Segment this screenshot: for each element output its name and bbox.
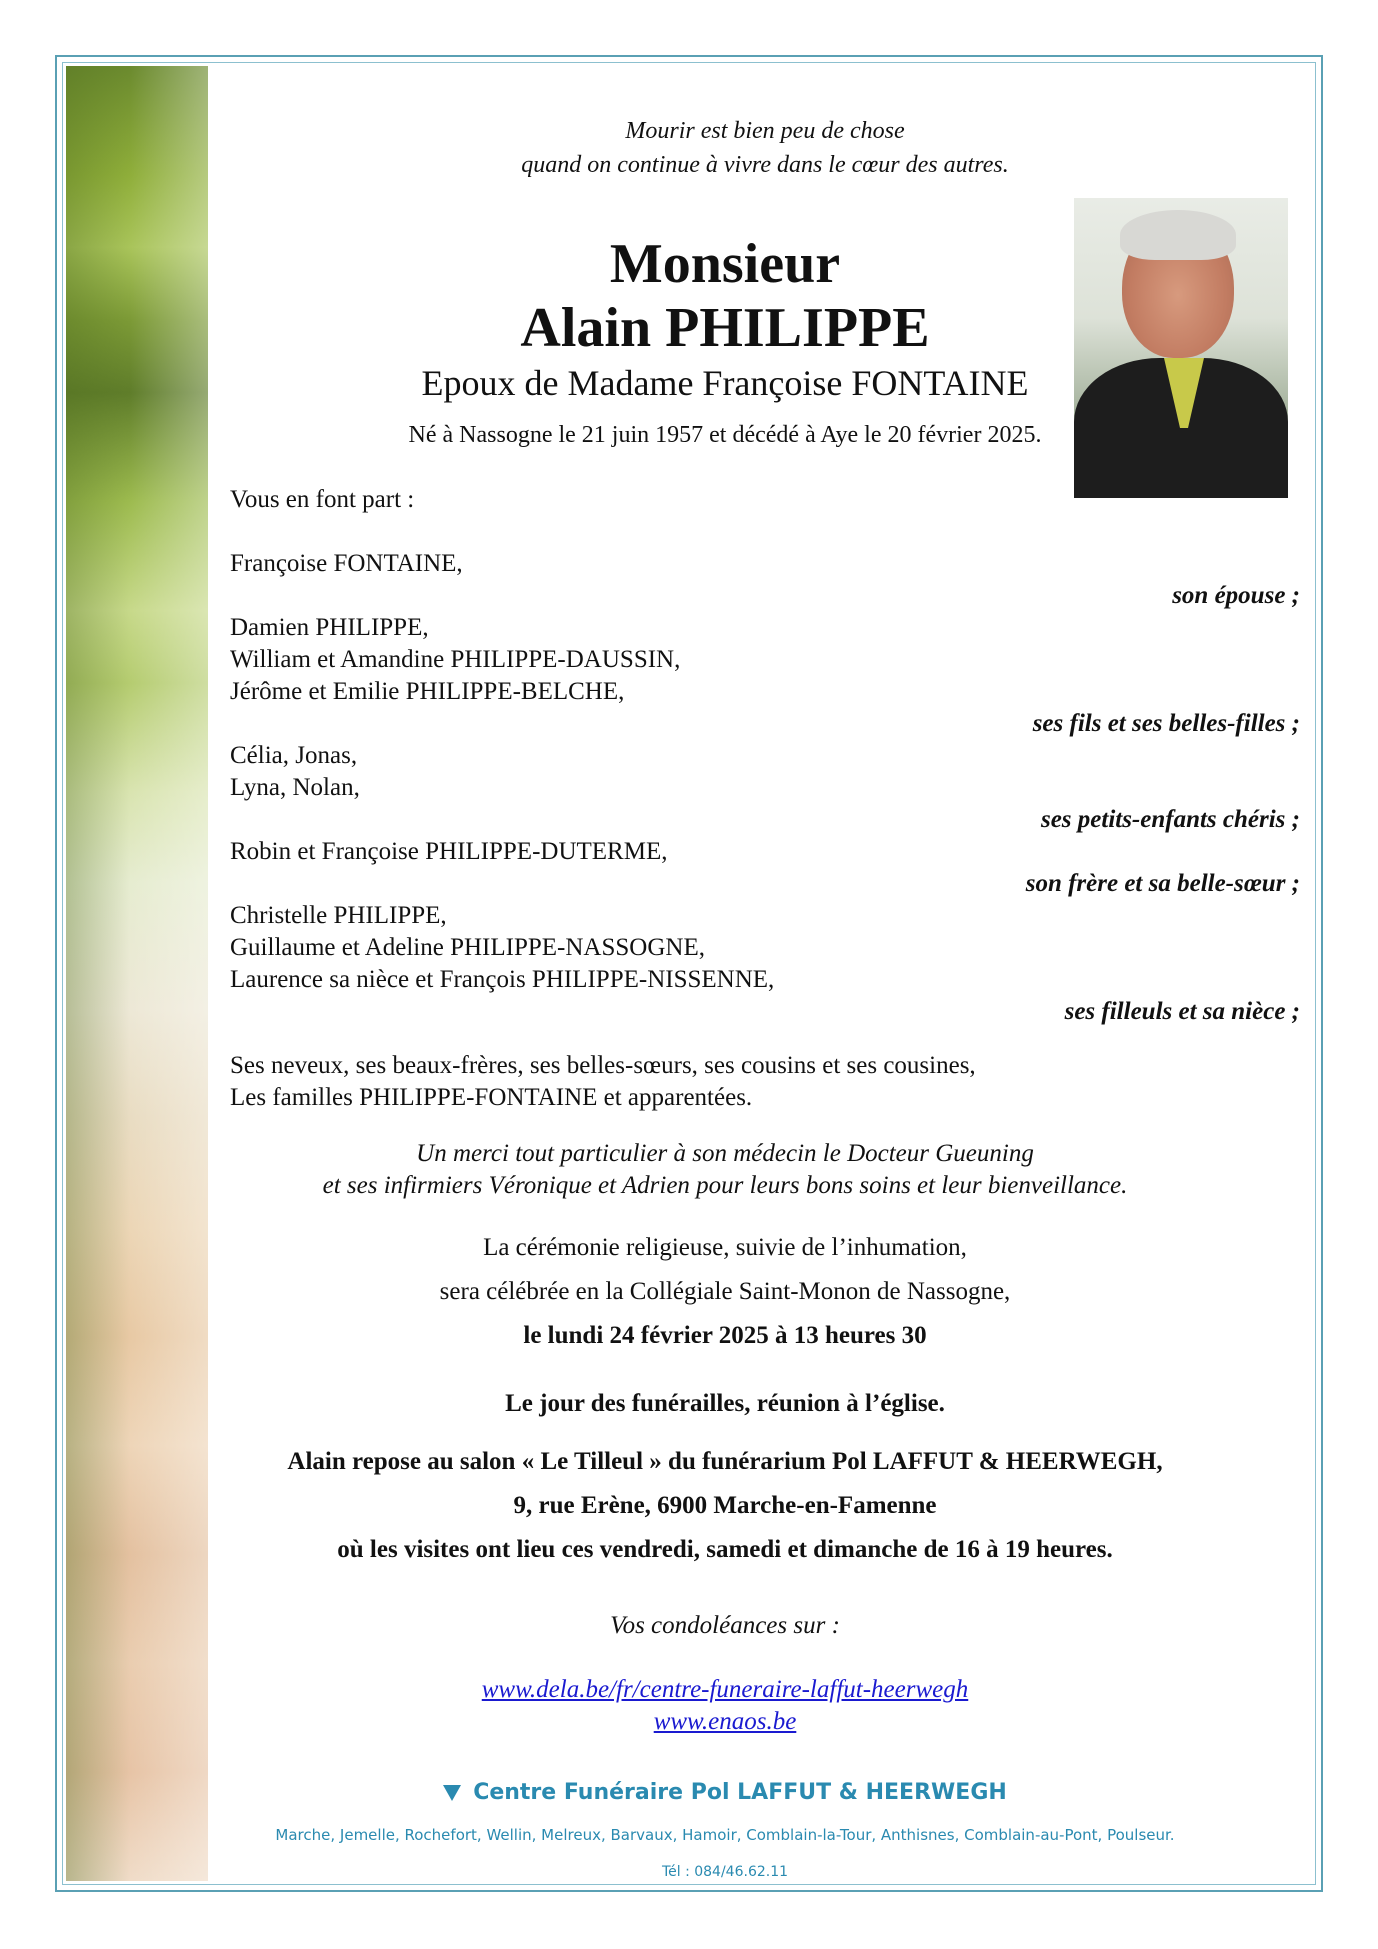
honorific: Monsieur (609, 233, 841, 295)
ceremony-line-2: sera célébrée en la Collégiale Saint-Monon de Nassogne, (439, 1278, 1011, 1305)
epitaph-line-1: Mourir est bien peu de chose (625, 118, 905, 144)
family-name: Lyna, Nolan, (230, 774, 360, 801)
ceremony-line-1: La cérémonie religieuse, suivie de l’inhumation, (483, 1234, 967, 1261)
relation-label: son frère et sa belle-sœur ; (1025, 870, 1300, 897)
family-name: Célia, Jonas, (230, 742, 358, 769)
family-name: Damien PHILIPPE, (230, 614, 429, 641)
family-name: Jérôme et Emilie PHILIPPE-BELCHE, (230, 678, 625, 705)
forest-photo-strip (66, 66, 208, 1881)
extended-family-1: Ses neveux, ses beaux-frères, ses belles-sœurs, ses cousins et ses cousines, (230, 1052, 976, 1079)
rest-line-2: 9, rue Erène, 6900 Marche-en-Famenne (513, 1492, 937, 1519)
relation-label: ses filleuls et sa nièce ; (1064, 998, 1300, 1025)
family-name: Robin et Françoise PHILIPPE-DUTERME, (230, 838, 668, 865)
meeting-note: Le jour des funérailles, réunion à l’église. (505, 1390, 945, 1417)
relation-label: ses petits-enfants chéris ; (1040, 806, 1300, 833)
thanks-line-1: Un merci tout particulier à son médecin le Docteur Gueuning (416, 1140, 1034, 1167)
thanks-line-2: et ses infirmiers Véronique et Adrien pour leurs bons soins et leur bienveillance. (322, 1172, 1128, 1199)
funeral-home-cities: Marche, Jemelle, Rochefort, Wellin, Melreux, Barvaux, Hamoir, Comblain-la-Tour, Anthisnes, Comblain-au-Pont, Poulseur. (275, 1826, 1175, 1844)
extended-family-2: Les familles PHILIPPE-FONTAINE et apparentées. (230, 1084, 753, 1111)
funeral-home-label: Centre Funéraire Pol LAFFUT & HEERWEGH (473, 1780, 1007, 1805)
family-name: Laurence sa nièce et François PHILIPPE-NISSENNE, (230, 966, 775, 993)
spouse-line: Epoux de Madame Françoise FONTAINE (421, 363, 1029, 403)
epitaph-line-2: quand on continue à vivre dans le cœur des autres. (521, 152, 1009, 178)
ceremony-date: le lundi 24 février 2025 à 13 heures 30 (523, 1322, 927, 1349)
family-name: William et Amandine PHILIPPE-DAUSSIN, (230, 646, 681, 673)
announcement-intro: Vous en font part : (230, 486, 415, 513)
condolences-label: Vos condoléances sur : (610, 1612, 840, 1639)
family-name: Françoise FONTAINE, (230, 550, 463, 577)
rest-line-3: où les visites ont lieu ces vendredi, samedi et dimanche de 16 à 19 heures. (337, 1536, 1113, 1563)
family-name: Guillaume et Adeline PHILIPPE-NASSOGNE, (230, 934, 705, 961)
deceased-name: Alain PHILIPPE (520, 297, 930, 359)
family-name: Christelle PHILIPPE, (230, 902, 447, 929)
funeral-home-name (190, 1780, 1260, 1805)
funeral-home-phone: Tél : 084/46.62.11 (661, 1864, 789, 1880)
triangle-down-icon (443, 1785, 461, 1801)
relation-label: son épouse ; (1172, 582, 1300, 609)
condolences-link-enaos[interactable]: www.enaos.be (653, 1708, 797, 1735)
condolences-link-dela[interactable]: www.dela.be/fr/centre-funeraire-laffut-heerwegh (481, 1676, 969, 1703)
rest-line-1: Alain repose au salon « Le Tilleul » du funérarium Pol LAFFUT & HEERWEGH, (287, 1448, 1163, 1475)
relation-label: ses fils et ses belles-filles ; (1032, 710, 1300, 737)
birth-death-dates: Né à Nassogne le 21 juin 1957 et décédé à Aye le 20 février 2025. (408, 422, 1042, 448)
